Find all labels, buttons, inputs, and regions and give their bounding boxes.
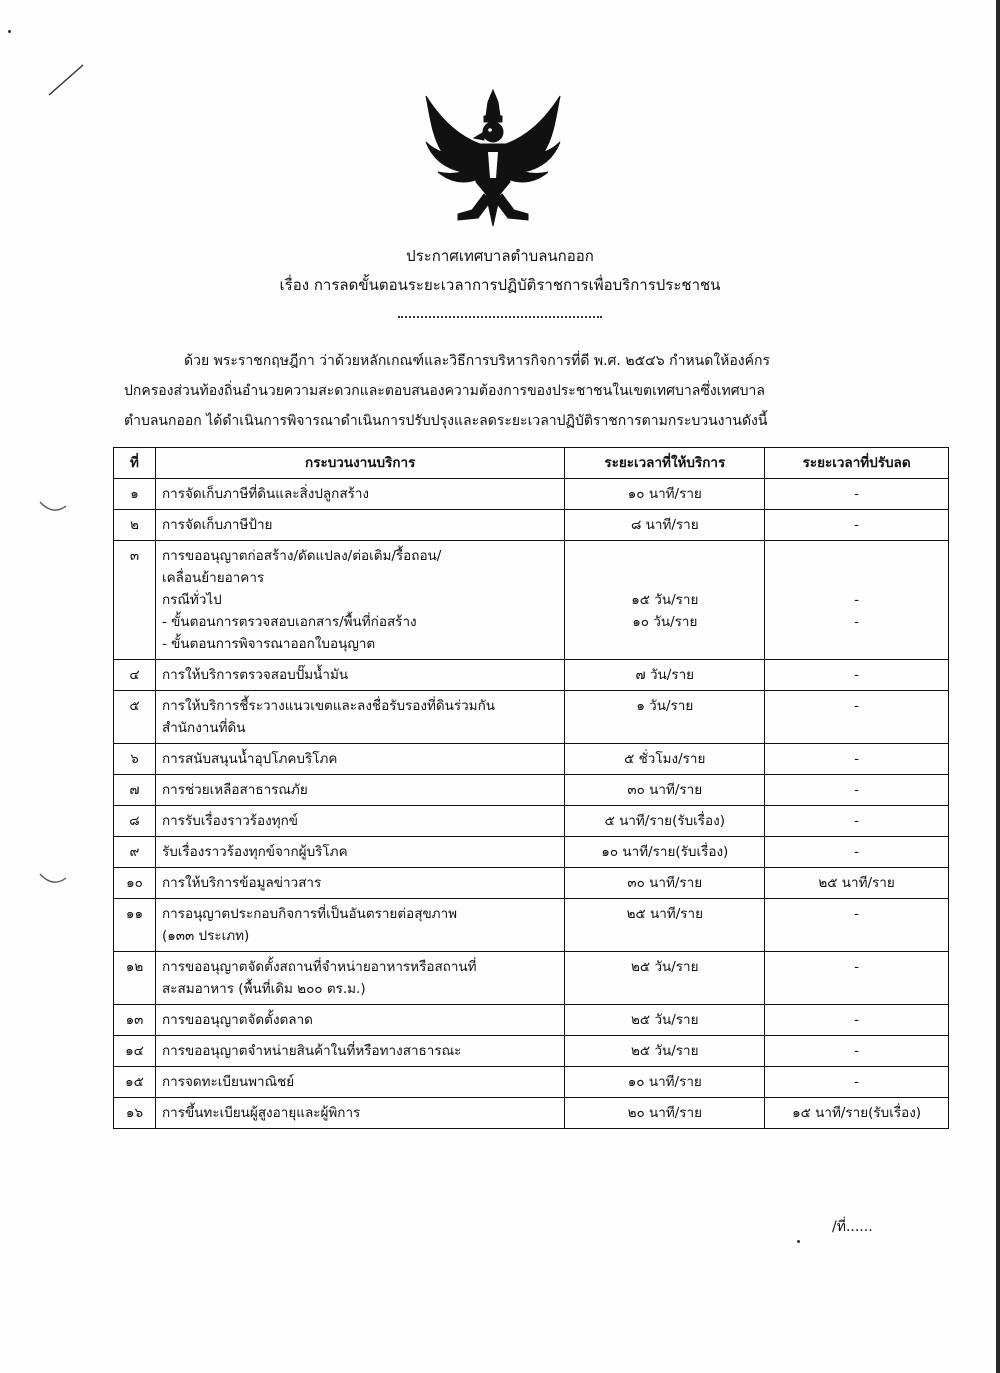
row-reduced-time: -	[765, 806, 949, 837]
process-line: กรณีทั่วไป	[161, 592, 222, 608]
table-row	[114, 541, 949, 660]
row-process	[155, 899, 564, 952]
process-line: การขออนุญาตก่อสร้าง/ดัดแปลง/ต่อเติม/รื้อถอน/	[161, 548, 442, 564]
row-process: การช่วยเหลือสาธารณภัย	[155, 775, 564, 806]
table-row	[114, 691, 949, 744]
row-process	[155, 541, 564, 660]
row-number: ๑๐	[114, 868, 156, 899]
table-row	[114, 1005, 949, 1036]
row-reduced-time: -	[765, 1005, 949, 1036]
punch-hole-mark	[38, 872, 68, 886]
row-number: ๕	[114, 691, 156, 744]
row-reduced-time: -	[765, 660, 949, 691]
row-number: ๘	[114, 806, 156, 837]
table-row	[114, 1067, 949, 1098]
row-service-time: ๑๐ นาที/ราย	[565, 479, 765, 510]
punch-hole-mark	[38, 500, 68, 514]
garuda-emblem	[418, 86, 568, 231]
process-line: การอนุญาตประกอบกิจการที่เป็นอันตรายต่อสุขภาพ	[161, 906, 458, 922]
table-row	[114, 952, 949, 1005]
table-row	[114, 775, 949, 806]
row-reduced-time: -	[765, 510, 949, 541]
row-process: การขออนุญาตจัดตั้งตลาด	[155, 1005, 564, 1036]
row-service-time: ๘ นาที/ราย	[565, 510, 765, 541]
row-process: การให้บริการตรวจสอบปั๊มน้ำมัน	[155, 660, 564, 691]
row-service-time	[565, 541, 765, 660]
announcement-subject: เรื่อง การลดขั้นตอนระยะเวลาการปฏิบัติราชการเพื่อบริการประชาชน	[279, 276, 721, 294]
process-line: สำนักงานที่ดิน	[161, 720, 246, 736]
header-process: กระบวนงานบริการ	[155, 448, 564, 479]
row-number: ๒	[114, 510, 156, 541]
process-line: - ขั้นตอนการตรวจสอบเอกสาร/พื้นที่ก่อสร้าง	[161, 614, 417, 630]
process-line: การให้บริการชี้ระวางแนวเขตและลงชื่อรับรองที่ดินร่วมกัน	[161, 698, 495, 714]
row-process: การสนับสนุนน้ำอุปโภคบริโภค	[155, 744, 564, 775]
scan-speck	[797, 1240, 800, 1243]
service-process-table	[113, 447, 949, 1129]
table-row	[114, 899, 949, 952]
row-reduced-time: -	[765, 775, 949, 806]
pen-mark	[46, 62, 86, 98]
row-reduced-time: -	[765, 691, 949, 744]
row-service-time: ๕ นาที/ราย(รับเรื่อง)	[565, 806, 765, 837]
row-number: ๑๕	[114, 1067, 156, 1098]
table-row	[114, 1036, 949, 1067]
row-number: ๗	[114, 775, 156, 806]
row-reduced-time	[765, 541, 949, 660]
row-service-time: ๗ วัน/ราย	[565, 660, 765, 691]
row-service-time: ๒๕ วัน/ราย	[565, 1005, 765, 1036]
row-number: ๑๔	[114, 1036, 156, 1067]
row-service-time: ๑๐ นาที/ราย	[565, 1067, 765, 1098]
intro-line-2: ปกครองส่วนท้องถิ่นอำนวยความสะดวกและตอบสนองความต้องการของประชาชนในเขตเทศบาลซึ่งเทศบาล	[124, 383, 765, 399]
row-service-time: ๓๐ นาที/ราย	[565, 868, 765, 899]
row-reduced-time: -	[765, 1067, 949, 1098]
reduced-time-line: -	[854, 614, 860, 630]
process-line: การขออนุญาตจัดตั้งสถานที่จำหน่ายอาหารหรือสถานที่	[161, 959, 477, 975]
row-process: การจัดเก็บภาษีที่ดินและสิ่งปลูกสร้าง	[155, 479, 564, 510]
table-row	[114, 1098, 949, 1129]
row-reduced-time: -	[765, 744, 949, 775]
service-time-line: ๑๐ วัน/ราย	[632, 614, 698, 630]
row-process: รับเรื่องราวร้องทุกข์จากผู้บริโภค	[155, 837, 564, 868]
row-reduced-time: ๑๕ นาที/ราย(รับเรื่อง)	[765, 1098, 949, 1129]
process-line: (๑๓๓ ประเภท)	[161, 928, 250, 944]
header-reduced-time: ระยะเวลาที่ปรับลด	[765, 448, 949, 479]
page-continuation-marker: /ที่......	[832, 1219, 873, 1235]
row-process	[155, 952, 564, 1005]
announcement-title: ประกาศเทศบาลตำบลนกออก	[406, 247, 594, 265]
row-number: ๑๓	[114, 1005, 156, 1036]
row-service-time: ๒๕ วัน/ราย	[565, 1036, 765, 1067]
header-service-time: ระยะเวลาที่ให้บริการ	[565, 448, 765, 479]
reduced-time-line: -	[854, 592, 860, 608]
row-number: ๑๖	[114, 1098, 156, 1129]
process-line: เคลื่อนย้ายอาคาร	[161, 570, 265, 586]
row-process: การจดทะเบียนพาณิชย์	[155, 1067, 564, 1098]
row-service-time: ๕ ชั่วโมง/ราย	[565, 744, 765, 775]
intro-line-3: ตำบลนกออก ได้ดำเนินการพิจารณาดำเนินการปรับปรุงและลดระยะเวลาปฏิบัติราชการตามกระบวนงานดังนี้	[124, 413, 768, 429]
header-number: ที่	[114, 448, 156, 479]
row-number: ๑	[114, 479, 156, 510]
row-service-time: ๑๐ นาที/ราย(รับเรื่อง)	[565, 837, 765, 868]
scan-edge	[996, 0, 1000, 1373]
row-process	[155, 691, 564, 744]
row-process: การจัดเก็บภาษีป้าย	[155, 510, 564, 541]
row-service-time: ๒๕ วัน/ราย	[565, 952, 765, 1005]
row-number: ๖	[114, 744, 156, 775]
row-reduced-time: -	[765, 1036, 949, 1067]
table-row	[114, 510, 949, 541]
row-number: ๑๑	[114, 899, 156, 952]
row-reduced-time: -	[765, 479, 949, 510]
row-number: ๓	[114, 541, 156, 660]
table-header-row	[114, 448, 949, 479]
row-reduced-time: -	[765, 837, 949, 868]
row-service-time: ๒๕ นาที/ราย	[565, 899, 765, 952]
service-time-line: ๑๕ วัน/ราย	[631, 592, 699, 608]
row-service-time: ๑ วัน/ราย	[565, 691, 765, 744]
row-service-time: ๒๐ นาที/ราย	[565, 1098, 765, 1129]
table-row	[114, 479, 949, 510]
row-process: การรับเรื่องราวร้องทุกข์	[155, 806, 564, 837]
row-process: การให้บริการข้อมูลข่าวสาร	[155, 868, 564, 899]
row-process: การขออนุญาตจำหน่ายสินค้าในที่หรือทางสาธารณะ	[155, 1036, 564, 1067]
table-row	[114, 660, 949, 691]
intro-line-1: ด้วย พระราชกฤษฎีกา ว่าด้วยหลักเกณฑ์และวิธีการบริหารกิจการที่ดี พ.ศ. ๒๕๔๖ กำหนดให้องค์กร	[184, 353, 770, 369]
table-row	[114, 744, 949, 775]
process-line: - ขั้นตอนการพิจารณาออกใบอนุญาต	[161, 636, 376, 652]
dotted-divider	[398, 316, 602, 318]
row-service-time: ๓๐ นาที/ราย	[565, 775, 765, 806]
table-row	[114, 806, 949, 837]
row-number: ๑๒	[114, 952, 156, 1005]
row-reduced-time: ๒๕ นาที/ราย	[765, 868, 949, 899]
row-reduced-time: -	[765, 952, 949, 1005]
scan-speck	[8, 30, 11, 33]
table-row	[114, 837, 949, 868]
row-number: ๔	[114, 660, 156, 691]
row-process: การขึ้นทะเบียนผู้สูงอายุและผู้พิการ	[155, 1098, 564, 1129]
row-number: ๙	[114, 837, 156, 868]
process-line: สะสมอาหาร (พื้นที่เดิม ๒๐๐ ตร.ม.)	[161, 981, 366, 997]
table-row	[114, 868, 949, 899]
row-reduced-time: -	[765, 899, 949, 952]
